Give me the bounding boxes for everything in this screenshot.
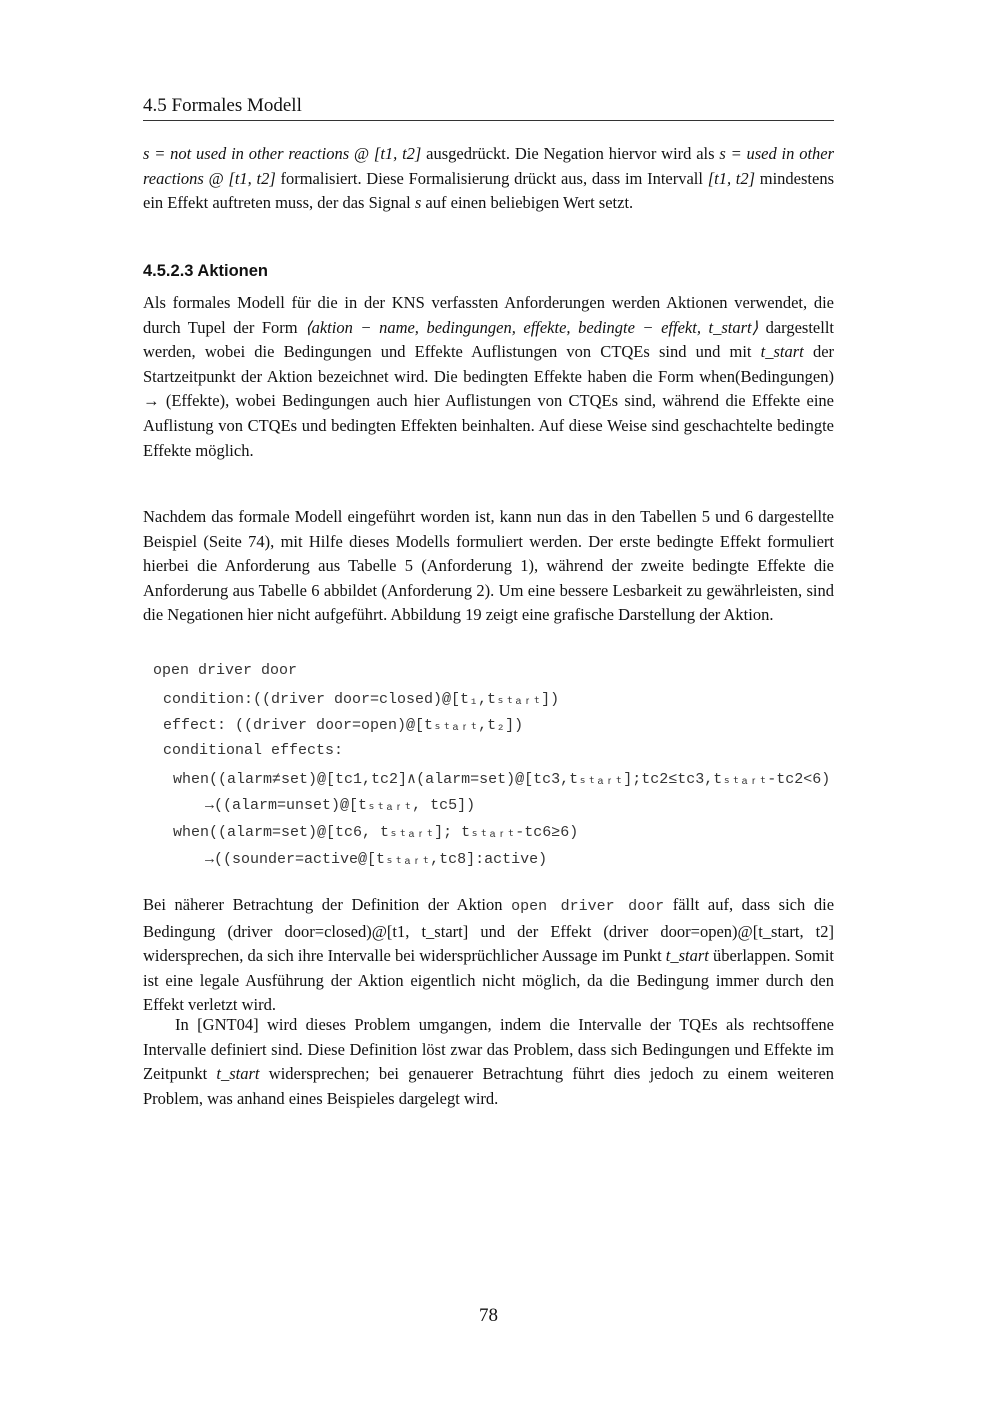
- paragraph-text: Als formales Modell für die in der KNS verfassten Anforderungen werden Aktionen verwendet, die durch Tupel der Form: [143, 293, 834, 337]
- formula: (driver door=open)@[t_start, t2]: [603, 921, 835, 941]
- section-heading: 4.5.2.3 Aktionen: [143, 262, 269, 280]
- paragraph-text: mindestens ein Effekt auftreten muss, der das Signal: [143, 168, 835, 213]
- paragraph-actions: [143, 291, 834, 463]
- formula: t_start: [760, 342, 804, 362]
- formula: s = not used in other reactions @ [t1, t2]: [143, 144, 422, 163]
- paragraph-text: dargestellt werden, wobei die Bedingungen und Effekte Auflistungen von CTQEs sind und mit: [143, 317, 835, 362]
- formula: t_start: [216, 1064, 260, 1084]
- formula: ⟨aktion − name, bedingungen, effekte, bedingte − effekt, t_start⟩: [305, 317, 759, 337]
- code-line: when((alarm≠set)@[tc1,tc2]∧(alarm=set)@[tc3,tₛₜₐᵣₜ];tc2≤tc3,tₛₜₐᵣₜ-tc2<6): [173, 770, 831, 788]
- paragraph-analysis: [143, 893, 834, 1018]
- paragraph-text: der Startzeitpunkt der Aktion bezeichnet wird. Die bedingten Effekte haben die Form when(Bedingungen) → (Effekte), wobei Bedingungen auch hier Auflistungen von CTQEs sind, während die Effekte eine Auflistung von CTQEs und bedingten Effekten beinhalten. Auf diese Weise sind geschachtelte bedingte Effekte möglich.: [143, 342, 835, 460]
- intro-paragraph: [143, 142, 834, 216]
- formula: (driver door=closed)@[t1, t_start]: [227, 921, 469, 941]
- code-line: condition:((driver door=closed)@[t₁,tₛₜₐᵣₜ]): [163, 690, 560, 708]
- paragraph-text: In [GNT04] wird dieses Problem umgangen, indem die Intervalle der TQEs als rechtsoffene Intervalle definiert sind. Diese Definition löst zwar das Problem, dass sich Bedingungen und Effekte im Zeitpunkt: [143, 1015, 834, 1084]
- code-block: [153, 662, 830, 876]
- code-line: →((alarm=unset)@[tₛₜₐᵣₜ, tc5]): [205, 797, 476, 815]
- paragraph-gnt04: [143, 1013, 834, 1111]
- code-line: →((sounder=active@[tₛₜₐᵣₜ,tc8]:active): [205, 850, 548, 868]
- paragraph-text: und der Effekt: [480, 921, 592, 941]
- code-line: when((alarm=set)@[tc6, tₛₜₐᵣₜ]; tₛₜₐᵣₜ-tc6≥6): [173, 824, 579, 842]
- paragraph-text: widersprechen; bei genauerer Betrachtung führt dies jedoch zu einem weiteren Problem, was anhand eines Beispieles dargelegt wird.: [143, 1064, 835, 1108]
- code-line: open driver door: [153, 662, 298, 679]
- formula: [t1, t2]: [707, 168, 756, 188]
- paragraph-text: überlappen. Somit ist eine legale Ausführung der Aktion eigentlich nicht möglich, da die Bedingung immer durch den Effekt verletzt wird.: [143, 946, 835, 1015]
- formula: s = used in other reactions @ [t1, t2]: [143, 144, 835, 188]
- formula: s: [414, 193, 422, 213]
- paragraph-text: fällt auf, dass sich die Bedingung: [143, 895, 835, 941]
- page-number: 78: [479, 1305, 498, 1326]
- paragraph-text: Bei näherer Betrachtung der Definition der Aktion: [143, 895, 503, 914]
- inline-code: open driver door: [511, 898, 665, 915]
- paragraph-example: Nachdem das formale Modell eingeführt worden ist, kann nun das in den Tabellen 5 und 6 dargestellte Beispiel (Seite 74), mit Hilfe dieses Modells formuliert werden. Der erste bedingte Effekt formuliert hierbei die Anforderung aus Tabelle 5 (Anforderung 1), während der zweite bedingte Effekte die Anforderung aus Tabelle 6 abbildet (Anforderung 2). Um eine bessere Lesbarkeit zu gewährleisten, sind die Negationen hier nicht aufgeführt. Abbildung 19 zeigt eine grafische Darstellung der Aktion.: [143, 507, 834, 625]
- paragraph-text: formalisiert. Diese Formalisierung drückt aus, dass im Intervall: [280, 168, 703, 188]
- code-line: effect: ((driver door=open)@[tₛₜₐᵣₜ,t₂]): [163, 717, 524, 735]
- paragraph-text: ausgedrückt. Die Negation hiervor wird als: [426, 144, 715, 163]
- running-head: 4.5 Formales Modell: [143, 95, 834, 121]
- code-line: conditional effects:: [163, 742, 344, 760]
- paragraph-text: widersprechen, da sich ihre Intervalle bei widersprüchlicher Aussage im Punkt: [143, 946, 662, 966]
- formula: t_start: [665, 946, 709, 966]
- paragraph-text: auf einen beliebigen Wert setzt.: [425, 193, 634, 213]
